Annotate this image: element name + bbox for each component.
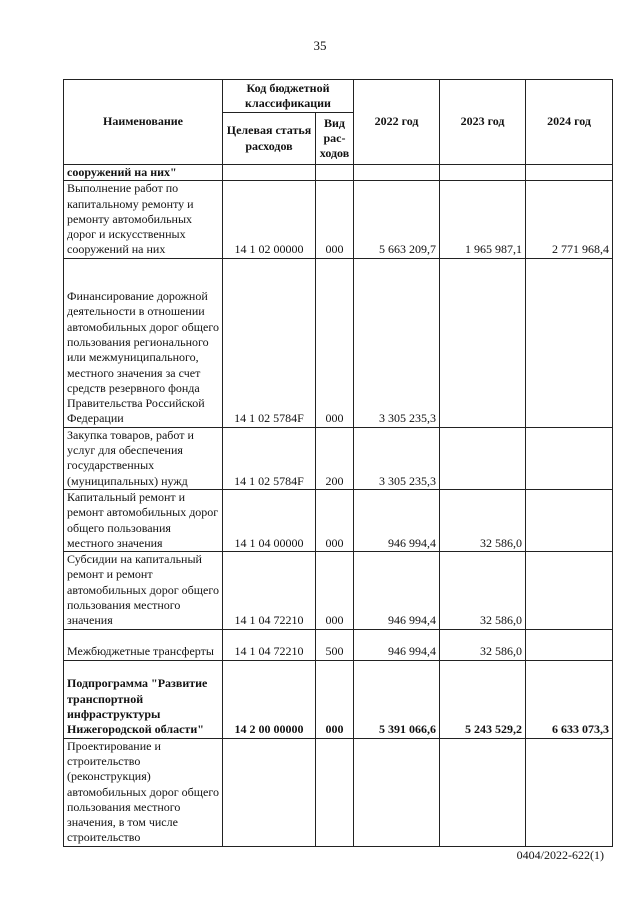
row-expense-type: 000 [316,181,354,258]
row-value-2022: 946 994,4 [354,552,440,629]
row-target-article: 14 1 02 5784F [223,427,316,489]
row-value-2024 [526,629,613,660]
row-target-article: 14 1 02 5784F [223,258,316,427]
row-value-2024: 6 633 073,3 [526,660,613,738]
row-expense-type [316,738,354,846]
row-target-article: 14 1 02 00000 [223,181,316,258]
row-expense-type: 000 [316,552,354,629]
row-expense-type: 000 [316,258,354,427]
row-name: Выполнение работ по капитальному ремонту и ремонту автомобильных дорог и искусственных сооружений на них [64,181,223,258]
table-row [64,660,613,738]
row-value-2024 [526,552,613,629]
page-number: 35 [313,38,327,53]
row-target-article: 14 2 00 00000 [223,660,316,738]
table-row [64,181,613,258]
row-target-article: 14 1 04 72210 [223,552,316,629]
row-value-2022: 3 305 235,3 [354,427,440,489]
table-row [64,738,613,846]
row-value-2023 [440,165,526,181]
table-row [64,629,613,660]
row-name: Подпрограмма "Развитие транспортной инфраструктуры Нижегородской области" [64,660,223,738]
header-code-group: Код бюджетной классификации [223,80,354,113]
row-target-article: 14 1 04 72210 [223,629,316,660]
row-expense-type: 500 [316,629,354,660]
footer-document-code: 0404/2022-622(1) [516,848,604,862]
header-name: Наименование [64,80,223,165]
table-row [64,552,613,629]
row-value-2024 [526,738,613,846]
row-expense-type: 000 [316,660,354,738]
row-name: сооружений на них" [64,165,223,181]
header-expense-type: Вид рас-ходов [316,113,354,165]
row-value-2024 [526,258,613,427]
row-name: Капитальный ремонт и ремонт автомобильных дорог общего пользования местного значения [64,489,223,551]
row-value-2023 [440,427,526,489]
row-name: Финансирование дорожной деятельности в отношении автомобильных дорог общего пользования регионального или межмуниципального, местного значения за счет средств резервного фонда Правительства Российской Федерации [64,258,223,427]
row-expense-type: 000 [316,489,354,551]
row-value-2024 [526,489,613,551]
table-header [64,80,613,165]
header-2024: 2024 год [526,80,613,165]
row-expense-type [316,165,354,181]
row-target-article [223,165,316,181]
row-target-article [223,738,316,846]
row-value-2023: 5 243 529,2 [440,660,526,738]
row-value-2022 [354,738,440,846]
row-expense-type: 200 [316,427,354,489]
row-value-2023 [440,258,526,427]
row-value-2024: 2 771 968,4 [526,181,613,258]
budget-table [63,79,613,847]
row-name: Закупка товаров, работ и услуг для обеспечения государственных (муниципальных) нужд [64,427,223,489]
row-value-2023: 1 965 987,1 [440,181,526,258]
row-name: Проектирование и строительство (реконструкция) автомобильных дорог общего пользования местного значения, в том числе строительство [64,738,223,846]
table-row [64,258,613,427]
row-value-2023 [440,738,526,846]
row-name: Межбюджетные трансферты [64,629,223,660]
table-row [64,427,613,489]
table-body [64,165,613,847]
row-value-2024 [526,165,613,181]
row-value-2023: 32 586,0 [440,629,526,660]
table-row [64,489,613,551]
row-value-2024 [526,427,613,489]
row-value-2022: 946 994,4 [354,489,440,551]
row-value-2022: 3 305 235,3 [354,258,440,427]
header-2022: 2022 год [354,80,440,165]
row-name: Субсидии на капитальный ремонт и ремонт автомобильных дорог общего пользования местного значения [64,552,223,629]
row-target-article: 14 1 04 00000 [223,489,316,551]
header-target-article: Целевая статья расходов [223,113,316,165]
row-value-2023: 32 586,0 [440,552,526,629]
row-value-2022: 946 994,4 [354,629,440,660]
row-value-2022 [354,165,440,181]
row-value-2022: 5 663 209,7 [354,181,440,258]
header-2023: 2023 год [440,80,526,165]
row-value-2023: 32 586,0 [440,489,526,551]
table-row [64,165,613,181]
row-value-2022: 5 391 066,6 [354,660,440,738]
